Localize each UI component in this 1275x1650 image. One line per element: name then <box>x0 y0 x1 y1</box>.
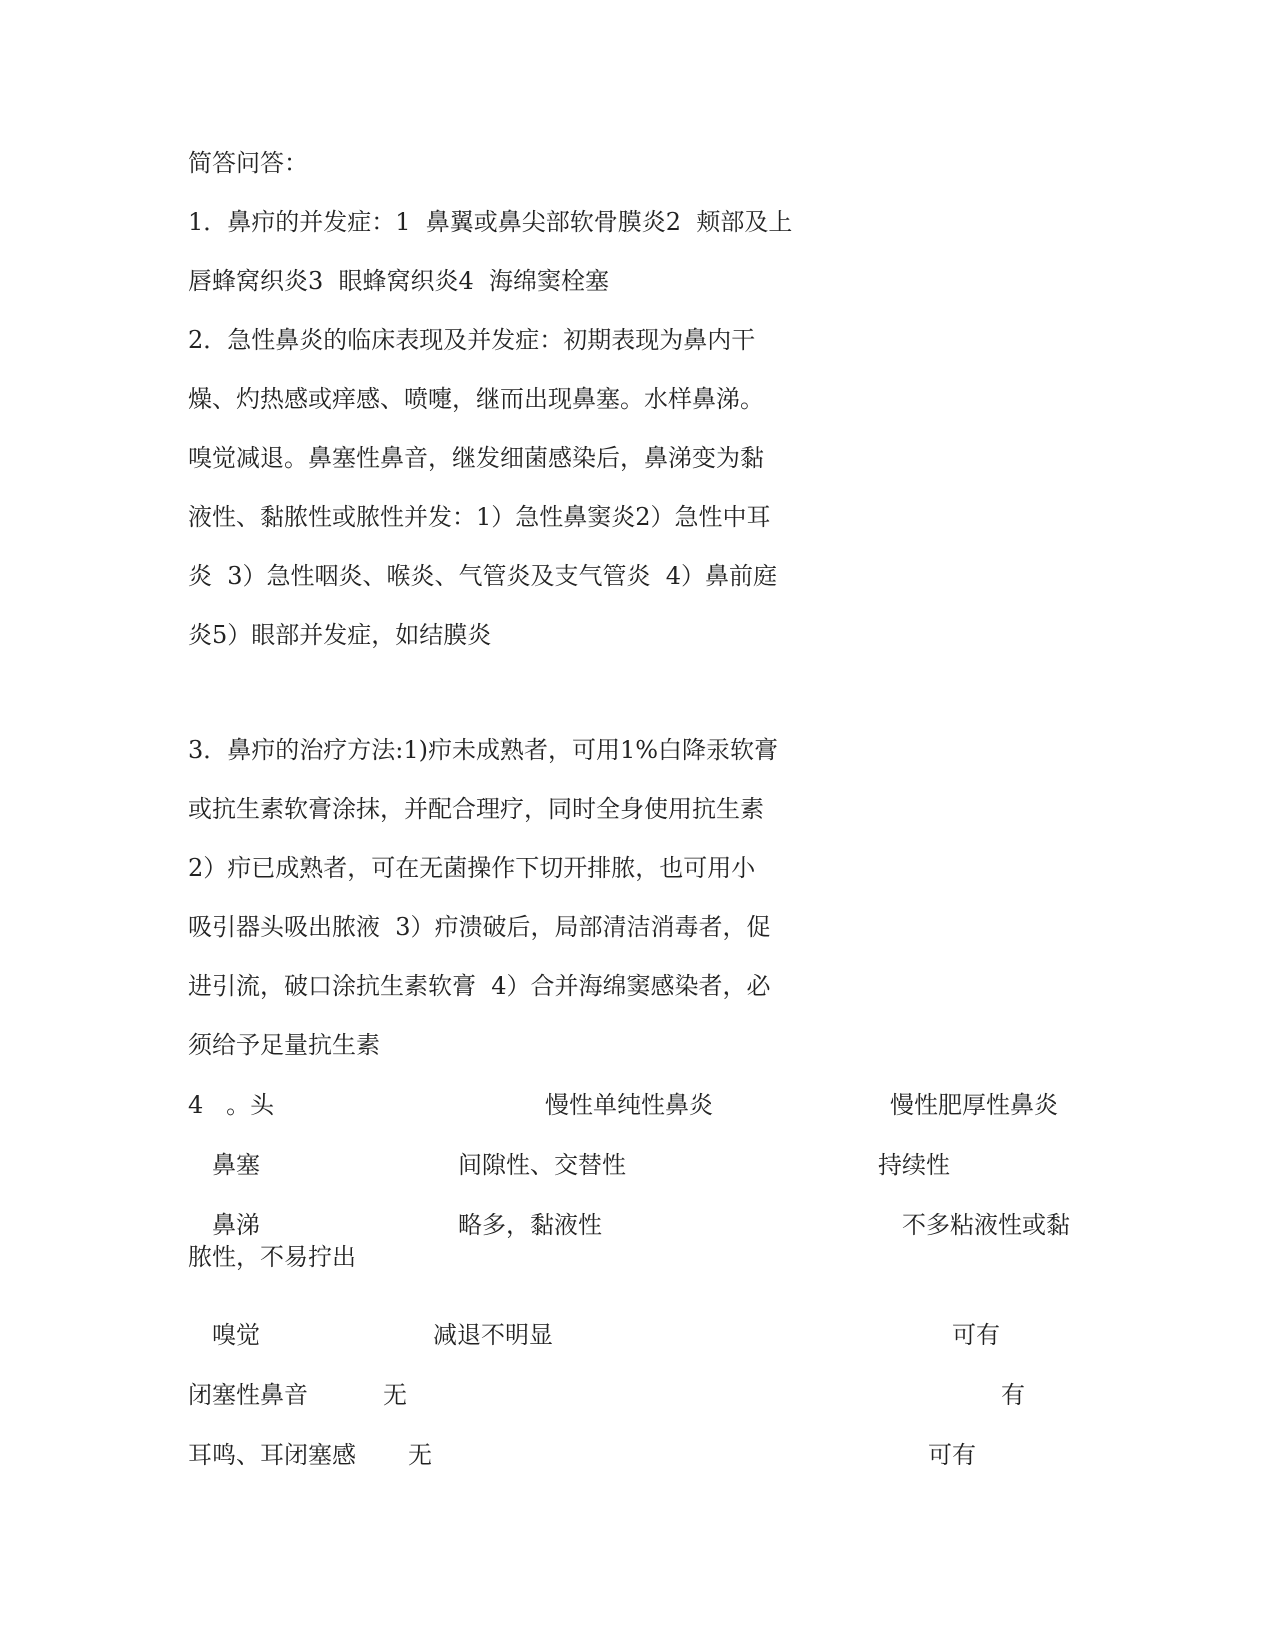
row-label: 闭塞性鼻音 <box>188 1381 308 1409</box>
row-col1: 无 <box>408 1441 432 1469</box>
q3-line-5: 进引流，破口涂抗生素软膏 4）合并海绵窦感染者，必 <box>188 972 771 1000</box>
q3-line-1: 3．鼻疖的治疗方法:1)疖未成熟者，可用1%白降汞软膏 <box>188 736 779 764</box>
q1-line-1: 1．鼻疖的并发症：1 鼻翼或鼻尖部软骨膜炎2 颊部及上 <box>188 208 793 236</box>
page-heading: 简答问答： <box>188 149 308 177</box>
row-col1: 减退不明显 <box>433 1321 553 1349</box>
row-label: 鼻涕 <box>212 1211 260 1239</box>
row-col2: 可有 <box>928 1441 976 1469</box>
table-header-col1: 慢性单纯性鼻炎 <box>545 1091 713 1119</box>
row-col1: 略多，黏液性 <box>458 1211 602 1239</box>
row-col2: 可有 <box>952 1321 1000 1349</box>
q2-line-6: 炎5）眼部并发症，如结膜炎 <box>188 621 492 649</box>
row-col2: 持续性 <box>878 1151 950 1179</box>
row-col2: 不多粘液性或黏 <box>902 1211 1070 1239</box>
row-col1: 无 <box>383 1381 407 1409</box>
row-col2-continued: 脓性，不易拧出 <box>188 1243 356 1271</box>
q1-line-2: 唇蜂窝织炎3 眼蜂窝织炎4 海绵窦栓塞 <box>188 267 610 295</box>
table-header-col2: 慢性肥厚性鼻炎 <box>890 1091 1058 1119</box>
row-col2: 有 <box>1001 1381 1025 1409</box>
row-col1: 间隙性、交替性 <box>458 1151 626 1179</box>
row-label: 鼻塞 <box>212 1151 260 1179</box>
q2-line-3: 嗅觉减退。鼻塞性鼻音，继发细菌感染后，鼻涕变为黏 <box>188 444 764 472</box>
table-header-label: 4 。头 <box>188 1091 275 1119</box>
q3-line-4: 吸引器头吸出脓液 3）疖溃破后，局部清洁消毒者，促 <box>188 913 771 941</box>
q2-line-1: 2．急性鼻炎的临床表现及并发症：初期表现为鼻内干 <box>188 326 756 354</box>
q2-line-2: 燥、灼热感或痒感、喷嚏，继而出现鼻塞。水样鼻涕。 <box>188 385 764 413</box>
q3-line-3: 2）疖已成熟者，可在无菌操作下切开排脓，也可用小 <box>188 854 756 882</box>
row-label: 嗅觉 <box>212 1321 260 1349</box>
q2-line-4: 液性、黏脓性或脓性并发：1）急性鼻窦炎2）急性中耳 <box>188 503 771 531</box>
row-label: 耳鸣、耳闭塞感 <box>188 1441 356 1469</box>
q3-line-2: 或抗生素软膏涂抹，并配合理疗，同时全身使用抗生素 <box>188 795 764 823</box>
q3-line-6: 须给予足量抗生素 <box>188 1031 380 1059</box>
q2-line-5: 炎 3）急性咽炎、喉炎、气管炎及支气管炎 4）鼻前庭 <box>188 562 778 590</box>
